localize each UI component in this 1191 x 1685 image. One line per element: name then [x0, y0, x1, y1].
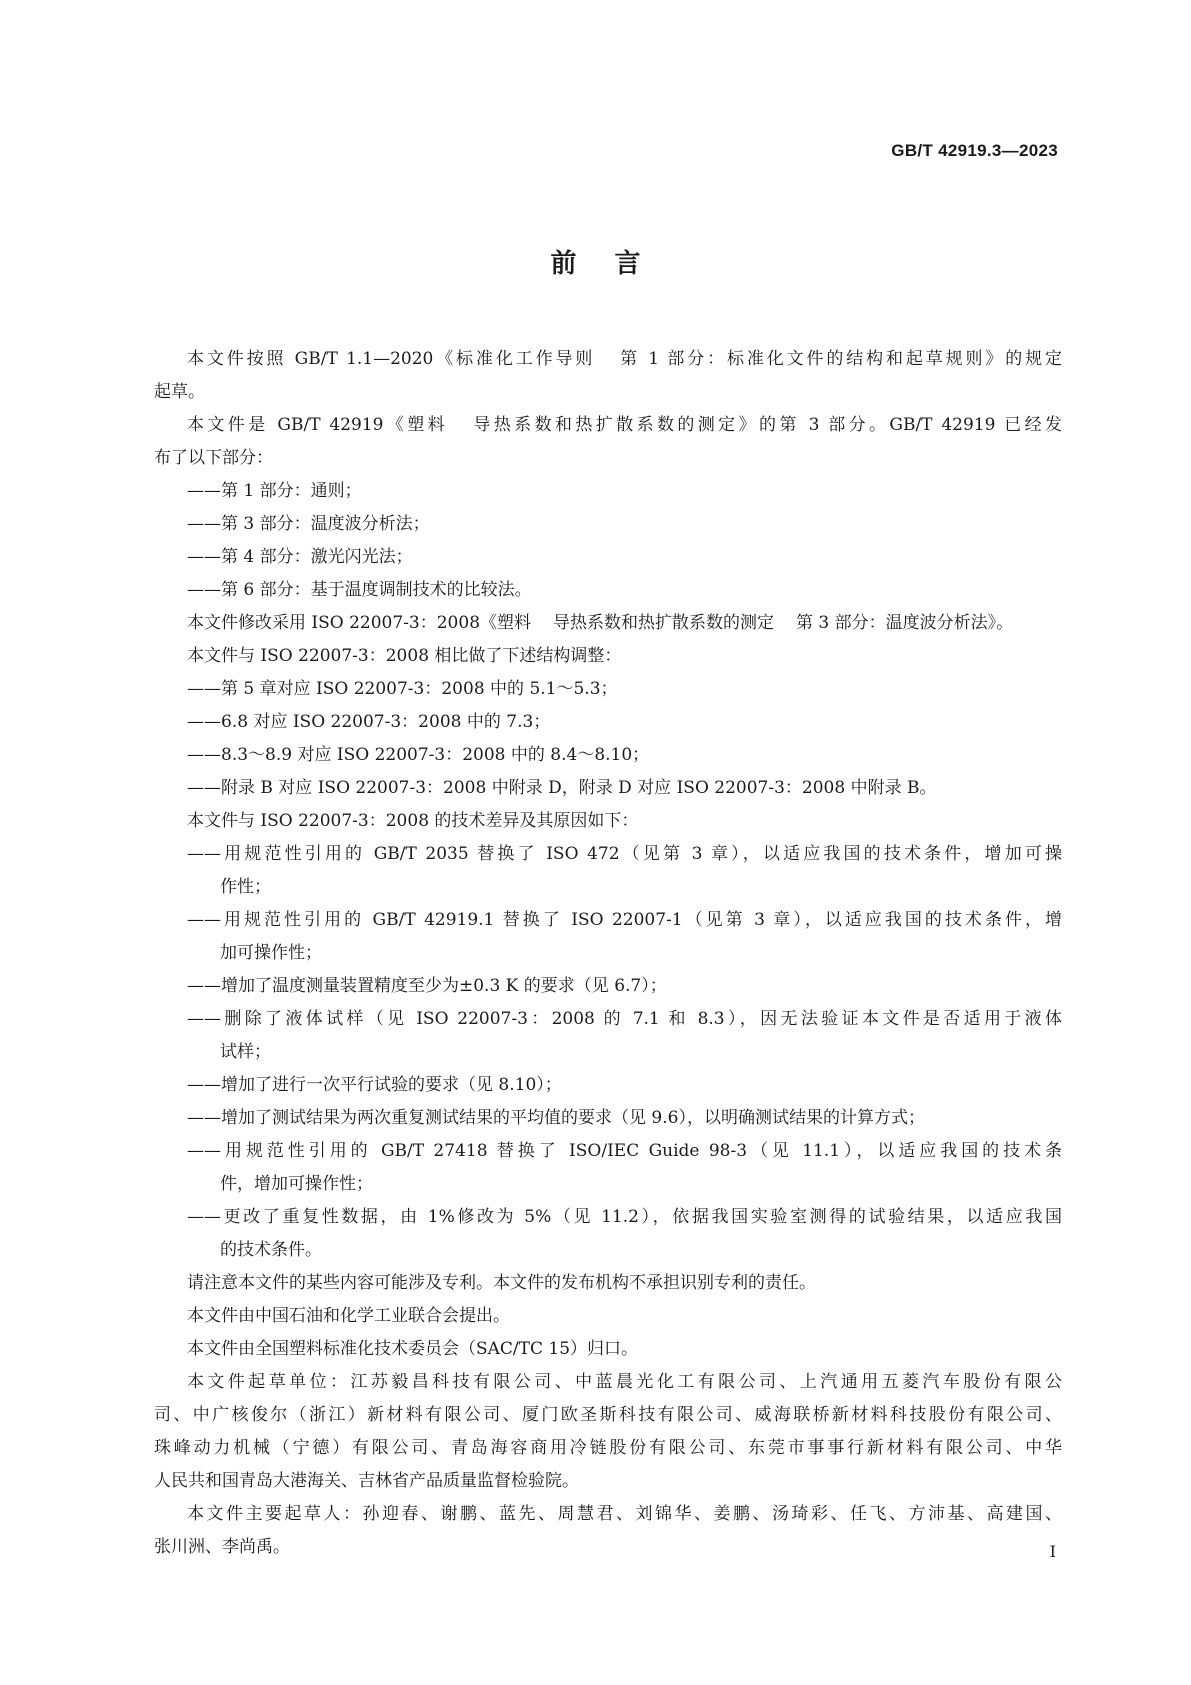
paragraph	[154, 343, 1062, 409]
paragraph-text: 布了以下部分：	[154, 448, 273, 468]
paragraph-text: 导热系数和热扩散系数的测定》的第 3 部分。GB/T 42919 已经发	[470, 415, 1063, 435]
paragraph: 请注意本文件的某些内容可能涉及专利。本文件的发布机构不承担识别专利的责任。	[187, 1273, 816, 1293]
list-item: ——增加了进行一次平行试验的要求（见 8.10）；	[187, 1075, 562, 1095]
list-item: ——第 3 部分：温度波分析法；	[187, 514, 430, 534]
paragraph	[154, 409, 1062, 475]
list-item: ——用规范性引用的 GB/T 27418 替换了 ISO/IEC Guide 98-3（见 11.1），以适应我国的技术条 件，增加可操作性；	[187, 1141, 1062, 1194]
list-item: ——第 5 章对应 ISO 22007-3：2008 中的 5.1～5.3；	[187, 679, 618, 699]
paragraph: 本文件由中国石油和化学工业联合会提出。	[187, 1306, 510, 1326]
list-item: ——增加了测试结果为两次重复测试结果的平均值的要求（见 9.6），以明确测试结果的计算方式；	[187, 1108, 925, 1128]
paragraph-text: 起草。	[154, 382, 205, 402]
page-title: 前言	[550, 249, 679, 279]
list-item: ——6.8 对应 ISO 22007-3：2008 中的 7.3；	[187, 712, 551, 732]
preface-content	[154, 343, 1062, 1564]
paragraph: 本文件与 ISO 22007-3：2008 相比做了下述结构调整：	[187, 646, 622, 666]
paragraph: 本文件由全国塑料标准化技术委员会（SAC/TC 15）归口。	[187, 1339, 639, 1359]
list-item: ——第 4 部分：激光闪光法；	[187, 547, 413, 567]
list-item: ——第 6 部分：基于温度调制技术的比较法。	[187, 580, 532, 600]
paragraph: 本文件与 ISO 22007-3：2008 的技术差异及其原因如下：	[187, 811, 639, 831]
paragraph: 本文件主要起草人：孙迎春、谢鹏、蓝先、周慧君、刘锦华、姜鹏、汤琦彩、任飞、方沛基、高建国、 张川洲、李尚禹。	[154, 1504, 1062, 1557]
list-item: ——用规范性引用的 GB/T 42919.1 替换了 ISO 22007-1（见第 3 章），以适应我国的技术条件，增 加可操作性；	[187, 910, 1062, 963]
list-item: ——第 1 部分：通则；	[187, 481, 362, 501]
list-item: ——8.3～8.9 对应 ISO 22007-3：2008 中的 8.4～8.10；	[187, 745, 650, 765]
list-item: ——删除了液体试样（见 ISO 22007-3：2008 的 7.1 和 8.3），因无法验证本文件是否适用于液体 试样；	[187, 1009, 1062, 1062]
list-item: ——更改了重复性数据，由 1%修改为 5%（见 11.2），依据我国实验室测得的试验结果，以适应我国 的技术条件。	[187, 1207, 1062, 1260]
page-number: I	[1049, 1542, 1056, 1561]
list-item: ——用规范性引用的 GB/T 2035 替换了 ISO 472（见第 3 章），以适应我国的技术条件，增加可操 作性；	[187, 844, 1062, 897]
list-item: ——增加了温度测量装置精度至少为±0.3 K 的要求（见 6.7）；	[187, 976, 667, 996]
paragraph-text: 本文件按照 GB/T 1.1—2020《标准化工作导则	[187, 349, 596, 369]
list-item: ——附录 B 对应 ISO 22007-3：2008 中附录 D，附录 D 对应 ISO 22007-3：2008 中附录 B。	[187, 778, 937, 798]
paragraph-text: 本文件是 GB/T 42919《塑料	[187, 415, 449, 435]
paragraph: 本文件修改采用 ISO 22007-3：2008《塑料 导热系数和热扩散系数的测定 第 3 部分：温度波分析法》。	[187, 613, 1014, 633]
paragraph: 本文件起草单位：江苏毅昌科技有限公司、中蓝晨光化工有限公司、上汽通用五菱汽车股份有限公 司、中广核俊尔（浙江）新材料有限公司、厦门欧圣斯科技有限公司、威海联桥新材料科技股份有限公司、 珠峰动力机械（宁德）有限公司、青岛海容商用冷链股份有限公司、东莞市事事行新材料有限公司、中华 人民共和国青岛大港海关、吉林省产品质量监督检验院。	[154, 1372, 1062, 1491]
paragraph-text: 第 1 部分：标准化文件的结构和起草规则》的规定	[617, 349, 1062, 369]
standard-code: GB/T 42919.3—2023	[891, 141, 1058, 160]
